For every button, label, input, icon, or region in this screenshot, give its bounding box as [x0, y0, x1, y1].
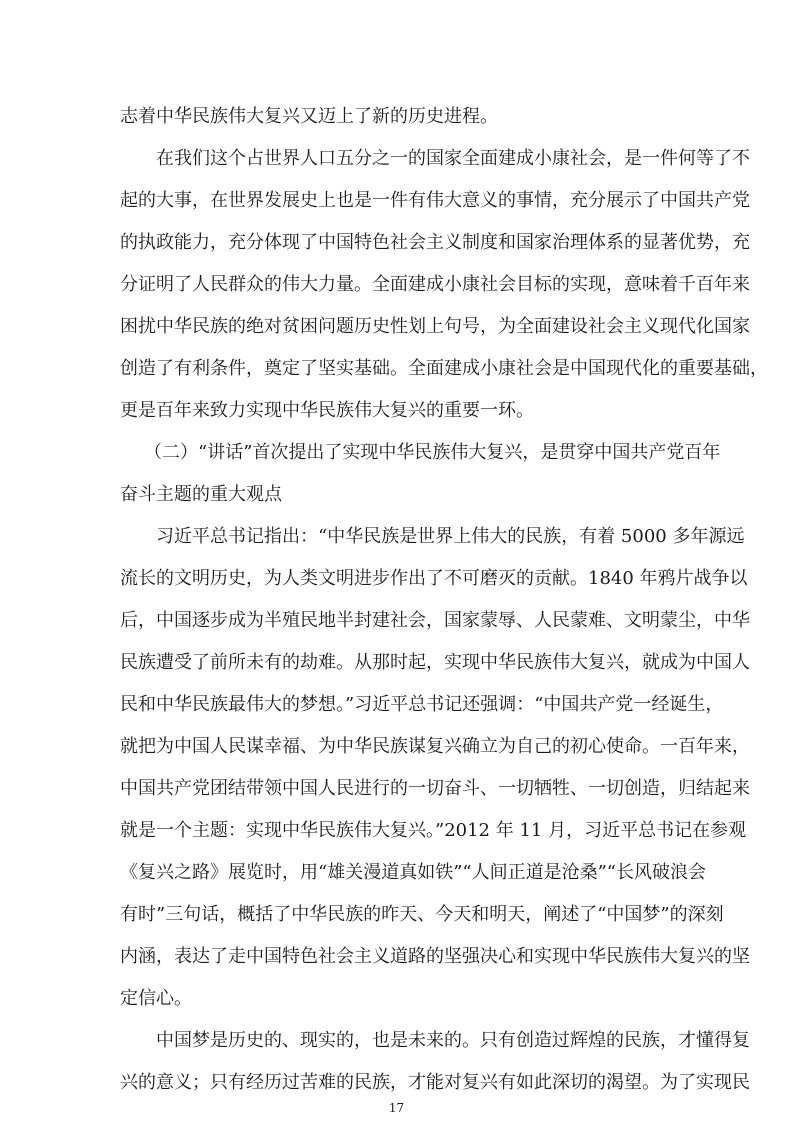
section-heading-line: （二）“讲话”首次提出了实现中华民族伟大复兴，是贯穿中国共产党百年	[144, 442, 721, 463]
text-line: 分证明了人民群众的伟大力量。全面建成小康社会目标的实现，意味着千百年来	[120, 274, 750, 295]
text-line: 的执政能力，充分体现了中国特色社会主义制度和国家治理体系的显著优势，充	[120, 232, 750, 253]
text-line: 后，中国逐步成为半殖民地半封建社会，国家蒙辱、人民蒙难、文明蒙尘，中华	[120, 610, 750, 631]
text-line: 中国梦是历史的、现实的，也是未来的。只有创造过辉煌的民族，才懂得复	[156, 1030, 750, 1051]
text-line: 习近平总书记指出：“中华民族是世界上伟大的民族，有着 5000 多年源远	[156, 526, 745, 547]
text-line: 流长的文明历史，为人类文明进步作出了不可磨灭的贡献。1840 年鸦片战争以	[120, 568, 748, 589]
text-line: 困扰中华民族的绝对贫困问题历史性划上句号，为全面建设社会主义现代化国家	[120, 316, 750, 337]
text-line: 在我们这个占世界人口五分之一的国家全面建成小康社会，是一件何等了不	[156, 148, 750, 169]
page-number: 17	[388, 1101, 405, 1115]
text-line: 志着中华民族伟大复兴又迈上了新的历史进程。	[120, 106, 498, 127]
text-line: 就是一个主题：实现中华民族伟大复兴。”2012 年 11 月，习近平总书记在参观	[120, 820, 747, 841]
text-line: 就把为中国人民谋幸福、为中华民族谋复兴确立为自己的初心使命。一百年来，	[120, 736, 750, 757]
text-line: 更是百年来致力实现中华民族伟大复兴的重要一环。	[120, 400, 534, 421]
text-line: 有时”三句话，概括了中华民族的昨天、今天和明天，阐述了“中国梦”的深刻	[120, 904, 724, 925]
section-heading-line: 奋斗主题的重大观点	[120, 484, 282, 505]
text-line: 兴的意义；只有经历过苦难的民族，才能对复兴有如此深切的渴望。为了实现民	[120, 1072, 750, 1093]
text-line: 定信心。	[120, 988, 192, 1009]
text-line: 《复兴之路》展览时，用“雄关漫道真如铁”“人间正道是沧桑”“长风破浪会	[120, 862, 707, 883]
text-line: 中国共产党团结带领中国人民进行的一切奋斗、一切牺牲、一切创造，归结起来	[120, 778, 750, 799]
text-line: 民族遭受了前所未有的劫难。从那时起，实现中华民族伟大复兴，就成为中国人	[120, 652, 750, 673]
text-line: 起的大事，在世界发展史上也是一件有伟大意义的事情，充分展示了中国共产党	[120, 190, 750, 211]
text-line: 创造了有利条件，奠定了坚实基础。全面建成小康社会是中国现代化的重要基础，	[120, 358, 768, 379]
text-line: 民和中华民族最伟大的梦想。”习近平总书记还强调：“中国共产党一经诞生，	[120, 694, 724, 715]
text-line: 内涵，表达了走中国特色社会主义道路的坚强决心和实现中华民族伟大复兴的坚	[120, 946, 750, 967]
